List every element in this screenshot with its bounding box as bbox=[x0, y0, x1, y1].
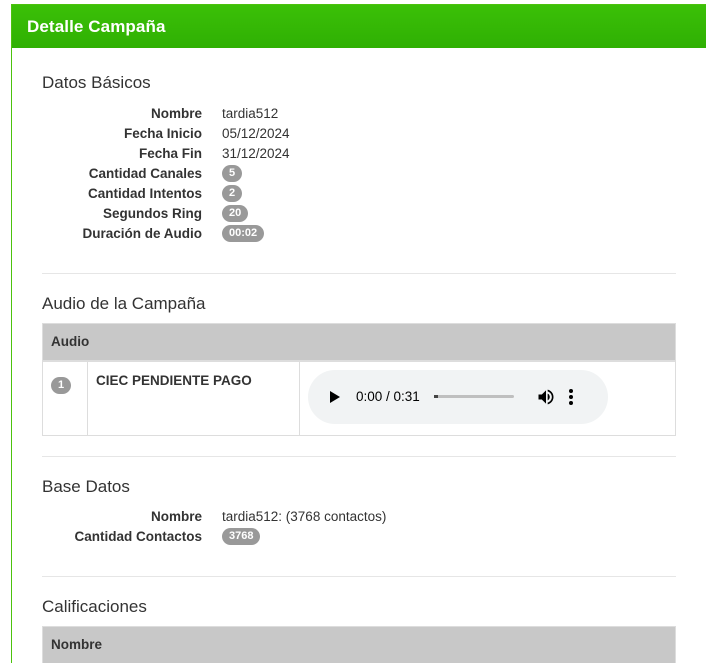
ratings-column-header: Nombre bbox=[43, 627, 676, 663]
ratings-table bbox=[42, 626, 676, 663]
audio-table bbox=[42, 323, 676, 436]
panel-title: Detalle Campaña bbox=[27, 17, 166, 36]
panel-header bbox=[12, 5, 706, 48]
detail-row bbox=[42, 526, 676, 546]
database-title: Base Datos bbox=[42, 477, 130, 496]
detail-label: Duración de Audio bbox=[82, 225, 202, 241]
campaign-detail-panel bbox=[11, 4, 706, 663]
detail-row bbox=[42, 506, 676, 526]
detail-value bbox=[222, 204, 248, 222]
detail-value bbox=[222, 164, 242, 182]
detail-label: Segundos Ring bbox=[103, 205, 202, 221]
basic-data-section bbox=[42, 73, 676, 273]
count-badge: 5 bbox=[222, 165, 242, 182]
divider bbox=[42, 576, 676, 577]
detail-row bbox=[42, 163, 676, 183]
detail-value: 31/12/2024 bbox=[222, 145, 290, 161]
detail-row bbox=[42, 103, 676, 123]
detail-row bbox=[42, 123, 676, 143]
count-badge: 00:02 bbox=[222, 225, 264, 242]
detail-label: Nombre bbox=[150, 105, 202, 121]
database-section bbox=[42, 477, 676, 576]
count-badge: 2 bbox=[222, 185, 242, 202]
audio-player[interactable] bbox=[308, 370, 608, 424]
progress-knob[interactable] bbox=[434, 395, 438, 398]
detail-label: Cantidad Contactos bbox=[74, 528, 202, 544]
audio-name: CIEC PENDIENTE PAGO bbox=[88, 361, 300, 436]
detail-value bbox=[222, 527, 260, 545]
player-time: 0:00 / 0:31 bbox=[356, 389, 420, 404]
detail-label: Fecha Fin bbox=[138, 145, 202, 161]
detail-row bbox=[42, 143, 676, 163]
detail-row bbox=[42, 223, 676, 243]
detail-value: tardia512 bbox=[222, 105, 279, 121]
count-badge: 3768 bbox=[222, 528, 260, 545]
detail-label: Fecha Inicio bbox=[123, 125, 202, 141]
count-badge: 20 bbox=[222, 205, 248, 222]
ratings-section bbox=[42, 597, 676, 663]
detail-row bbox=[42, 203, 676, 223]
detail-row bbox=[42, 183, 676, 203]
progress-slider[interactable] bbox=[434, 395, 514, 398]
basic-data-title: Datos Básicos bbox=[42, 73, 151, 92]
divider bbox=[42, 456, 676, 457]
database-list bbox=[42, 506, 676, 576]
detail-label: Cantidad Intentos bbox=[88, 185, 202, 201]
detail-value bbox=[222, 224, 264, 242]
volume-icon[interactable] bbox=[536, 387, 556, 407]
audio-title: Audio de la Campaña bbox=[42, 294, 206, 313]
detail-label: Nombre bbox=[150, 508, 202, 524]
detail-value: 05/12/2024 bbox=[222, 125, 290, 141]
audio-index-badge: 1 bbox=[51, 377, 71, 394]
audio-section bbox=[42, 294, 676, 436]
play-icon[interactable] bbox=[330, 391, 340, 403]
detail-value bbox=[222, 184, 242, 202]
basic-data-list bbox=[42, 103, 676, 273]
detail-label: Cantidad Canales bbox=[88, 165, 202, 181]
audio-column-header: Audio bbox=[43, 324, 676, 361]
table-row bbox=[43, 361, 676, 436]
ratings-title: Calificaciones bbox=[42, 597, 147, 616]
divider bbox=[42, 273, 676, 274]
detail-value: tardia512: (3768 contactos) bbox=[222, 508, 387, 524]
more-options-icon[interactable] bbox=[568, 387, 574, 407]
